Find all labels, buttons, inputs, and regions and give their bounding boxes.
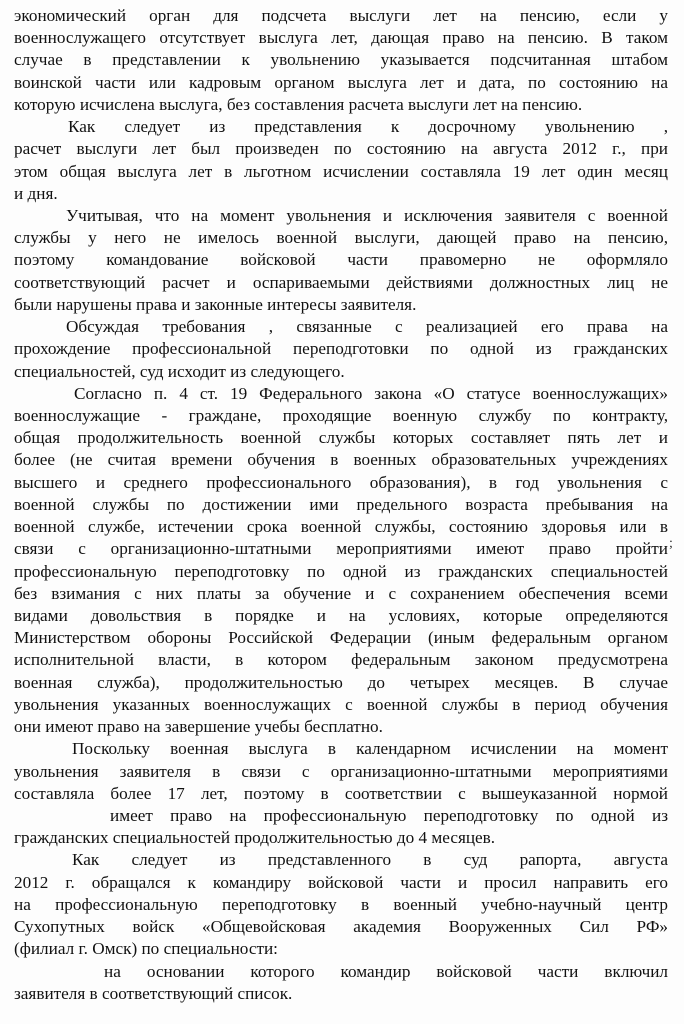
text-line: без взимания с них платы за обучение и с сохранением обеспечения всеми: [14, 583, 668, 603]
text-line: более (не считая времени обучения в военных образовательных учреждениях: [14, 450, 668, 470]
text-line: на основании которого командир войсковой части включил: [104, 961, 668, 981]
text-line: военная служба), продолжительностью до четырех месяцев. В случае: [14, 672, 668, 692]
text-line: этом общая выслуга лет в льготном исчислении составляла 19 лет один месяц: [14, 161, 668, 181]
text-line: (филиал г. Омск) по специальности:: [14, 939, 278, 959]
text-line: Как следует из представленного в суд рапорта, августа: [72, 850, 668, 870]
text-line: службы у него не имелось военной выслуги, дающей право на пенсию,: [14, 228, 668, 248]
text-line: 2012 г. обращался к командиру войсковой части и просил направить его: [14, 872, 668, 892]
text-line: увольнения заявителя в связи с организационно-штатными мероприятиями: [14, 761, 668, 781]
text-line: военной службы по достижении ими предельного возраста пребывания на: [14, 494, 668, 514]
text-line: Сухопутных войск «Общевойсковая академия Вооруженных Сил РФ»: [14, 917, 668, 937]
text-line: и дня.: [14, 183, 58, 203]
text-line: соответствующий расчет и оспариваемыми действиями должностных лиц не: [14, 272, 668, 292]
text-line: которую исчислена выслуга, без составления расчета выслуги лет на пенсию.: [14, 94, 583, 114]
text-line: общая продолжительность военной службы которых составляет пять лет и: [14, 428, 668, 448]
text-line: военнослужащего отсутствует выслуга лет, дающая право на пенсию. В таком: [14, 28, 668, 48]
text-line: связи с организационно-штатными мероприятиями имеют право пройти: [14, 539, 668, 559]
text-line: гражданских специальностей продолжительностью до 4 месяцев.: [14, 828, 496, 848]
text-line: военнослужащие - граждане, проходящие военную службу по контракту,: [14, 406, 668, 425]
text-line: специальностей, суд исходит из следующего.: [14, 361, 345, 381]
text-line: военной службе, истечении срока военной службы, состоянию здоровья или в: [14, 517, 668, 537]
text-line: Согласно п. 4 ст. 19 Федерального закона «О статусе военнослужащих»: [74, 383, 668, 403]
text-line: профессиональную переподготовку по одной из гражданских специальностей: [14, 561, 668, 581]
text-line: имеет право на профессиональную переподготовку по одной из: [110, 806, 668, 825]
text-line: высшего и среднего профессионального образования), в год увольнения с: [14, 472, 668, 492]
text-line: случае в представлении к увольнению указывается подсчитанная штабом: [14, 50, 668, 70]
text-line: Обсуждая требования , связанные с реализацией его права на: [66, 317, 668, 337]
text-line: Учитывая, что на момент увольнения и исключения заявителя с военной: [66, 206, 668, 225]
text-line: прохождение профессиональной переподготовки по одной из гражданских: [14, 339, 668, 359]
text-line: были нарушены права и законные интересы заявителя.: [14, 294, 417, 314]
text-line: исполнительной власти, в котором федеральным законом предусмотрена: [14, 650, 668, 670]
text-line: Как следует из представления к досрочному увольнению ,: [68, 117, 668, 137]
text-line: увольнения указанных военнослужащих с военной службы в период обучения: [14, 694, 668, 714]
text-line: видами довольствия в порядке и на условиях, которые определяются: [14, 606, 668, 625]
text-line: составляла более 17 лет, поэтому в соответствии с вышеуказанной нормой: [14, 783, 668, 803]
text-line: заявителя в соответствующий список.: [14, 983, 293, 1003]
text-line: расчет выслуги лет был произведен по состоянию на августа 2012 г., при: [14, 139, 668, 159]
text-line: поэтому командование войсковой части правомерно не оформляло: [14, 250, 668, 270]
text-line: Поскольку военная выслуга в календарном исчислении на момент: [72, 739, 668, 759]
text-line: экономический орган для подсчета выслуги лет на пенсию, если у: [14, 6, 668, 25]
text-line: на профессиональную переподготовку в военный учебно-научный центр: [14, 894, 668, 914]
text-line: воинской части или кадровым органом выслуга лет и дата, по состоянию на: [14, 72, 668, 92]
text-line: Министерством обороны Российской Федерации (иным федеральным органом: [14, 628, 668, 648]
margin-mark: ;: [669, 536, 673, 551]
text-line: они имеют право на завершение учебы бесплатно.: [14, 717, 383, 737]
